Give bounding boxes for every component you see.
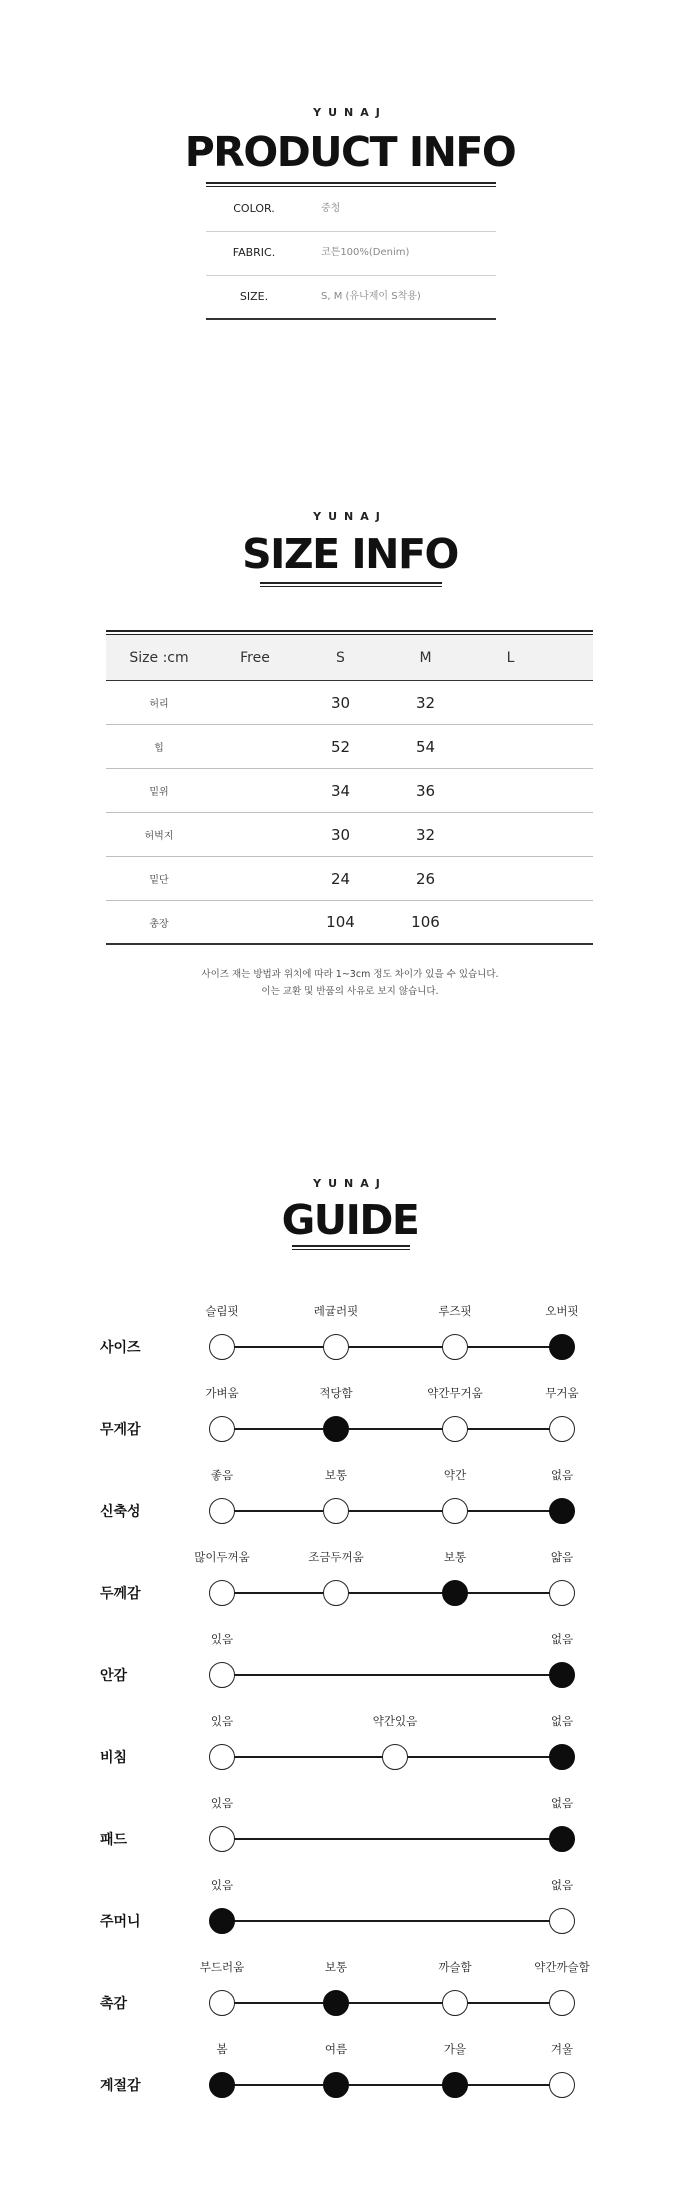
guide-option-label: 있음 <box>210 1632 234 1646</box>
guide-dot <box>209 1334 235 1360</box>
row-label: 허리 <box>149 699 169 710</box>
table-cell <box>468 725 553 768</box>
row-label: 총장 <box>149 918 169 930</box>
table-cell <box>468 901 553 943</box>
guide-dot <box>209 1990 235 2016</box>
size-note: 이는 교환 및 반품의 사유로 보지 않습니다. <box>261 986 439 997</box>
table-cell: 36 <box>415 781 436 800</box>
guide-row-label: 계절감 <box>100 2078 141 2094</box>
guide-dot <box>549 1580 575 1606</box>
guide-option-label: 있음 <box>210 1796 234 1810</box>
guide-option-label: 없음 <box>550 1632 574 1646</box>
guide-row-label: 사이즈 <box>100 1340 141 1356</box>
product-info-label: COLOR. <box>233 202 275 215</box>
guide-option-label: 레귤러핏 <box>313 1304 359 1318</box>
guide-option-label: 보통 <box>324 1960 348 1974</box>
brand-logo: YUNAJ <box>313 1177 387 1190</box>
row-label: 밑단 <box>149 875 169 886</box>
size-info-title: SIZE INFO <box>242 530 458 578</box>
guide-option-label: 조금두꺼움 <box>308 1550 364 1564</box>
guide-dot <box>209 1744 235 1770</box>
guide-dot-selected <box>549 1498 575 1524</box>
guide-option-label: 오버핏 <box>545 1304 579 1318</box>
guide-scale-line <box>222 1920 562 1922</box>
guide-dot-selected <box>323 1416 349 1442</box>
guide-option-label: 약간까슬함 <box>534 1960 590 1974</box>
guide-dot <box>442 1416 468 1442</box>
table-cell: 34 <box>330 781 351 800</box>
table-cell <box>553 901 593 943</box>
guide-dot-selected <box>549 1744 575 1770</box>
table-cell <box>468 813 553 856</box>
guide-row-label: 두께감 <box>100 1586 141 1602</box>
guide-scale-line <box>222 1428 562 1430</box>
guide-option-label: 없음 <box>550 1714 574 1728</box>
title-underline <box>260 582 442 587</box>
guide-dot <box>382 1744 408 1770</box>
guide-option-label: 무거움 <box>545 1386 579 1400</box>
row-label: 힙 <box>154 743 164 754</box>
guide-row-label: 촉감 <box>100 1996 128 2012</box>
table-row <box>106 725 593 769</box>
guide-dot <box>549 1416 575 1442</box>
guide-dot <box>323 1580 349 1606</box>
product-info-row-size <box>206 276 496 320</box>
guide-dot-selected <box>323 2072 349 2098</box>
title-underline <box>206 182 496 187</box>
table-row <box>106 769 593 813</box>
table-cell <box>212 813 298 856</box>
table-cell <box>212 901 298 943</box>
guide-option-label: 약간무거움 <box>427 1386 483 1400</box>
table-cell: 106 <box>411 913 440 931</box>
size-note: 사이즈 재는 방법과 위치에 따라 1~3cm 정도 차이가 있을 수 있습니다. <box>201 969 499 980</box>
guide-dot <box>442 1334 468 1360</box>
table-cell <box>212 725 298 768</box>
table-cell <box>553 769 593 812</box>
table-cell <box>212 857 298 900</box>
guide-dot-selected <box>549 1662 575 1688</box>
guide-dot <box>209 1416 235 1442</box>
guide-dot <box>209 1826 235 1852</box>
table-cell <box>212 769 298 812</box>
guide-scale-line <box>222 1674 562 1676</box>
guide-option-label: 부드러움 <box>199 1960 245 1974</box>
guide-option-label: 루즈핏 <box>438 1304 472 1318</box>
guide-option-label: 약간있음 <box>372 1714 418 1728</box>
product-info-row-color <box>206 188 496 232</box>
column-header: S <box>336 649 345 666</box>
size-table <box>106 630 593 945</box>
column-header: M <box>419 649 432 666</box>
table-cell: 32 <box>415 825 436 844</box>
guide-dot <box>323 1498 349 1524</box>
column-header: Free <box>240 649 270 666</box>
guide-option-label: 가벼움 <box>205 1386 239 1400</box>
table-row <box>106 813 593 857</box>
guide-option-label: 많이두꺼움 <box>194 1550 250 1564</box>
guide-option-label: 가을 <box>443 2042 467 2056</box>
guide-dot-selected <box>323 1990 349 2016</box>
title-underline <box>292 1245 410 1250</box>
guide-scale-line <box>222 1838 562 1840</box>
table-cell: 32 <box>415 693 436 712</box>
column-header: L <box>506 649 515 666</box>
table-cell: 54 <box>415 737 436 756</box>
guide-dot <box>549 2072 575 2098</box>
table-cell <box>553 725 593 768</box>
guide-row-label: 안감 <box>100 1668 128 1684</box>
product-info-value: S, M (유나제이 S착용) <box>321 291 421 302</box>
product-info-value: 코튼100%(Denim) <box>321 247 410 258</box>
table-cell <box>553 681 593 724</box>
table-cell: 26 <box>415 869 436 888</box>
table-row <box>106 857 593 901</box>
table-row <box>106 681 593 725</box>
guide-dot <box>209 1498 235 1524</box>
table-cell: 24 <box>330 869 351 888</box>
table-cell <box>553 813 593 856</box>
guide-option-label: 여름 <box>324 2042 348 2056</box>
column-header: Size :cm <box>129 649 189 666</box>
row-label: 밑위 <box>149 787 169 798</box>
guide-option-label: 적당함 <box>319 1386 353 1400</box>
guide-option-label: 얇음 <box>550 1550 574 1564</box>
guide-dot-selected <box>209 1908 235 1934</box>
guide-option-label: 슬림핏 <box>205 1304 239 1318</box>
guide-dot <box>209 1662 235 1688</box>
table-header <box>106 635 593 681</box>
guide-scale-line <box>222 2084 562 2086</box>
guide-dot <box>442 1990 468 2016</box>
guide-row-label: 비침 <box>100 1750 128 1766</box>
guide-dot <box>549 1990 575 2016</box>
guide-dot <box>549 1908 575 1934</box>
table-cell <box>553 857 593 900</box>
table-cell <box>468 681 553 724</box>
table-cell: 30 <box>330 693 351 712</box>
guide-dot-selected <box>209 2072 235 2098</box>
guide-option-label: 없음 <box>550 1468 574 1482</box>
guide-dot-selected <box>549 1334 575 1360</box>
table-cell <box>212 681 298 724</box>
table-cell: 30 <box>330 825 351 844</box>
guide-scale-line <box>222 2002 562 2004</box>
table-row <box>106 901 593 945</box>
guide-option-label: 없음 <box>550 1796 574 1810</box>
product-info-row-fabric <box>206 232 496 276</box>
guide-dot-selected <box>549 1826 575 1852</box>
guide-row-label: 무게감 <box>100 1422 141 1438</box>
guide-option-label: 봄 <box>216 2042 228 2056</box>
column-header <box>553 635 593 680</box>
guide-option-label: 까슬함 <box>438 1960 472 1974</box>
guide-row-label: 주머니 <box>100 1914 141 1930</box>
guide-option-label: 있음 <box>210 1878 234 1892</box>
guide-dot <box>323 1334 349 1360</box>
brand-logo: YUNAJ <box>313 106 387 119</box>
guide-title: GUIDE <box>281 1196 419 1244</box>
guide-dot <box>209 1580 235 1606</box>
table-cell: 104 <box>326 913 355 931</box>
guide-option-label: 약간 <box>443 1468 467 1482</box>
guide-option-label: 좋음 <box>210 1468 234 1482</box>
product-info-value: 중청 <box>321 203 341 214</box>
guide-option-label: 보통 <box>324 1468 348 1482</box>
brand-logo: YUNAJ <box>313 510 387 523</box>
guide-dot-selected <box>442 2072 468 2098</box>
guide-option-label: 보통 <box>443 1550 467 1564</box>
product-info-title: PRODUCT INFO <box>184 128 516 176</box>
guide-dot <box>442 1498 468 1524</box>
guide-scale-line <box>222 1346 562 1348</box>
product-info-label: FABRIC. <box>232 246 276 259</box>
guide-dot-selected <box>442 1580 468 1606</box>
guide-scale-line <box>222 1592 562 1594</box>
table-cell: 52 <box>330 737 351 756</box>
product-info-label: SIZE. <box>239 290 269 303</box>
row-label: 허벅지 <box>144 831 174 842</box>
guide-option-label: 있음 <box>210 1714 234 1728</box>
guide-option-label: 겨울 <box>550 2042 574 2056</box>
guide-option-label: 없음 <box>550 1878 574 1892</box>
table-cell <box>468 769 553 812</box>
guide-scale-line <box>222 1510 562 1512</box>
guide-row-label: 신축성 <box>100 1504 141 1520</box>
table-cell <box>468 857 553 900</box>
guide-row-label: 패드 <box>100 1832 128 1848</box>
